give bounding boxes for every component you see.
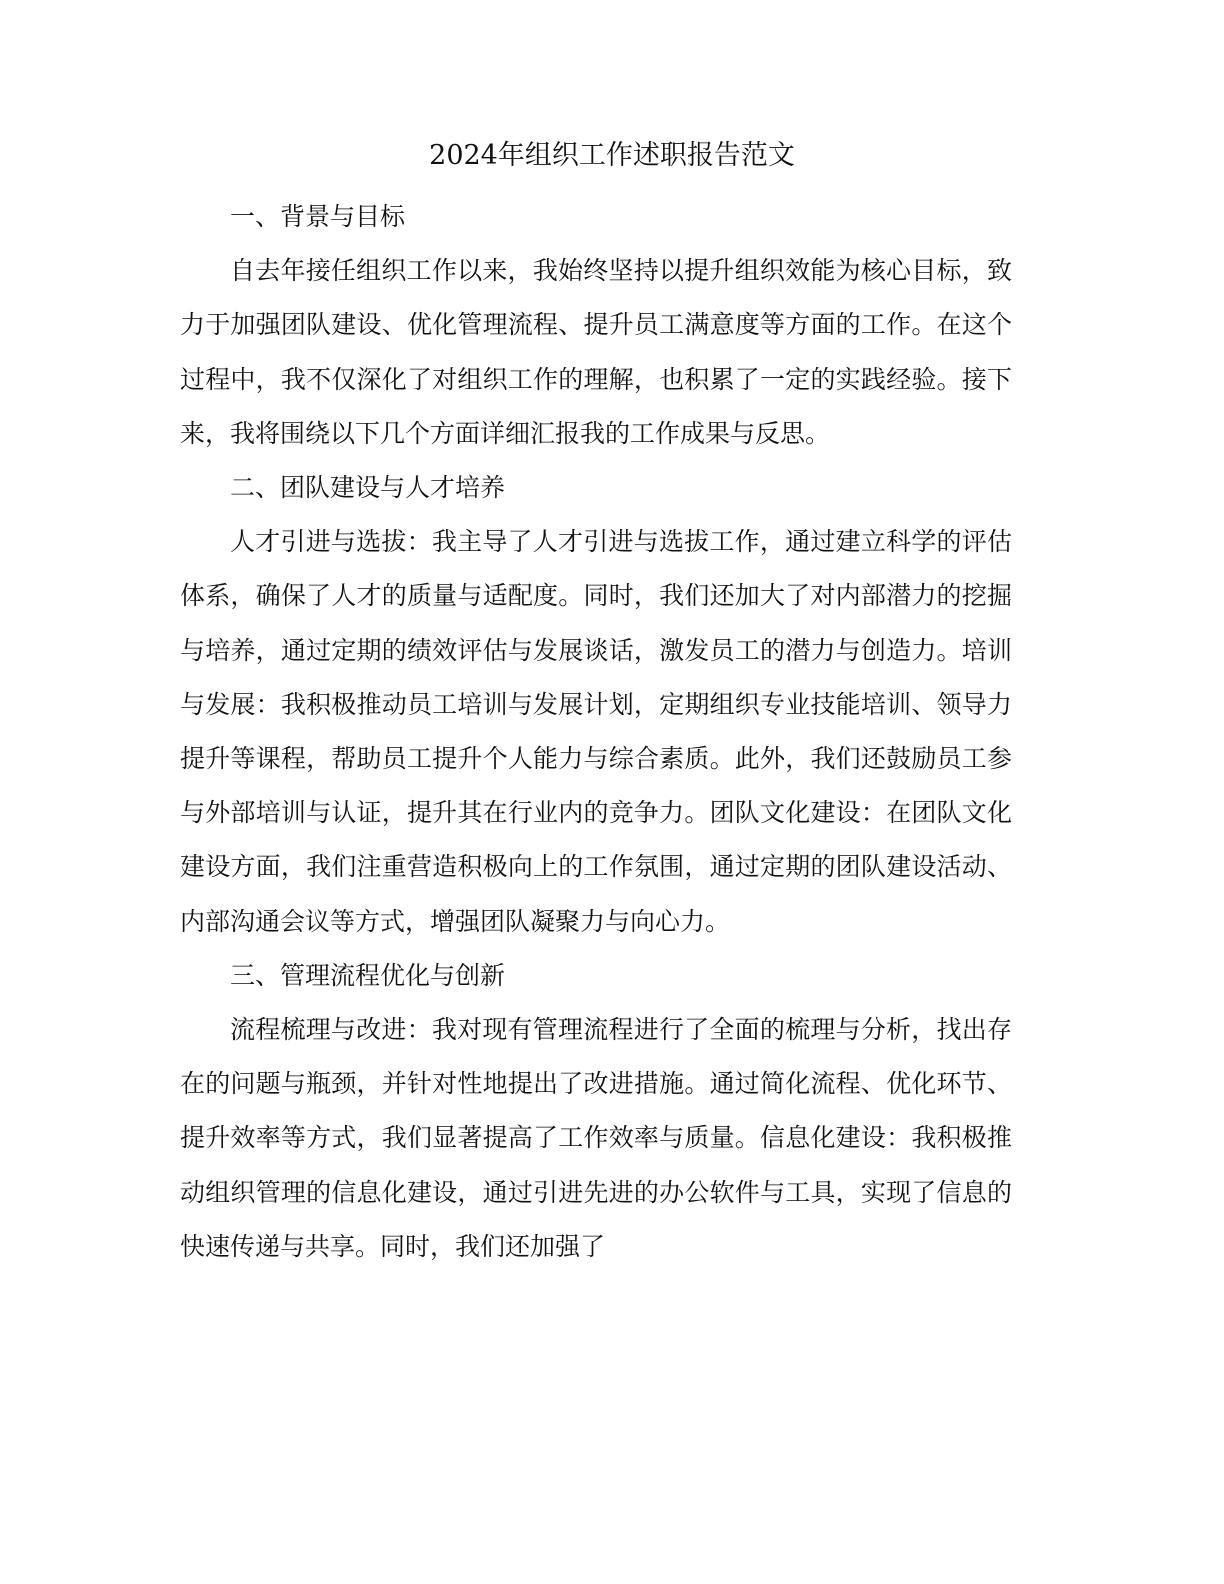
paragraph-background: 自去年接任组织工作以来，我始终坚持以提升组织效能为核心目标，致力于加强团队建设、优化管理流程、提升员工满意度等方面的工作。在这个过程中，我不仅深化了对组织工作的理解，也积累了一定的实践经验。接下来，我将围绕以下几个方面详细汇报我的工作成果与反思。: [180, 256, 1012, 448]
section-heading-background: 一、背景与目标: [230, 202, 406, 231]
section-heading-process-optimization: 三、管理流程优化与创新: [230, 960, 506, 990]
paragraph-process-optimization: 流程梳理与改进：我对现有管理流程进行了全面的梳理与分析，找出存在的问题与瓶颈，并针对性地提出了改进措施。通过简化流程、优化环节、提升效率等方式，我们显著提高了工作效率与质量。信息化建设：我积极推动组织管理的信息化建设，通过引进先进的办公软件与工具，实现了信息的快速传递与共享。同时，我们还加强了: [180, 1015, 1012, 1261]
document-title: 2024年组织工作述职报告范文: [429, 140, 795, 171]
paragraph-team-building: 人才引进与选拔：我主导了人才引进与选拔工作，通过建立科学的评估体系，确保了人才的质量与适配度。同时，我们还加大了对内部潜力的挖掘与培养，通过定期的绩效评估与发展谈话，激发员工的潜力与创造力。培训与发展：我积极推动员工培训与发展计划，定期组织专业技能培训、领导力提升等课程，帮助员工提升个人能力与综合素质。此外，我们还鼓励员工参与外部培训与认证，提升其在行业内的竞争力。团队文化建设：在团队文化建设方面，我们注重营造积极向上的工作氛围，通过定期的团队建设活动、内部沟通会议等方式，增强团队凝聚力与向心力。: [180, 527, 1012, 936]
document-body: [180, 190, 1012, 1274]
section-heading-team-building: 二、团队建设与人才培养: [230, 473, 506, 503]
